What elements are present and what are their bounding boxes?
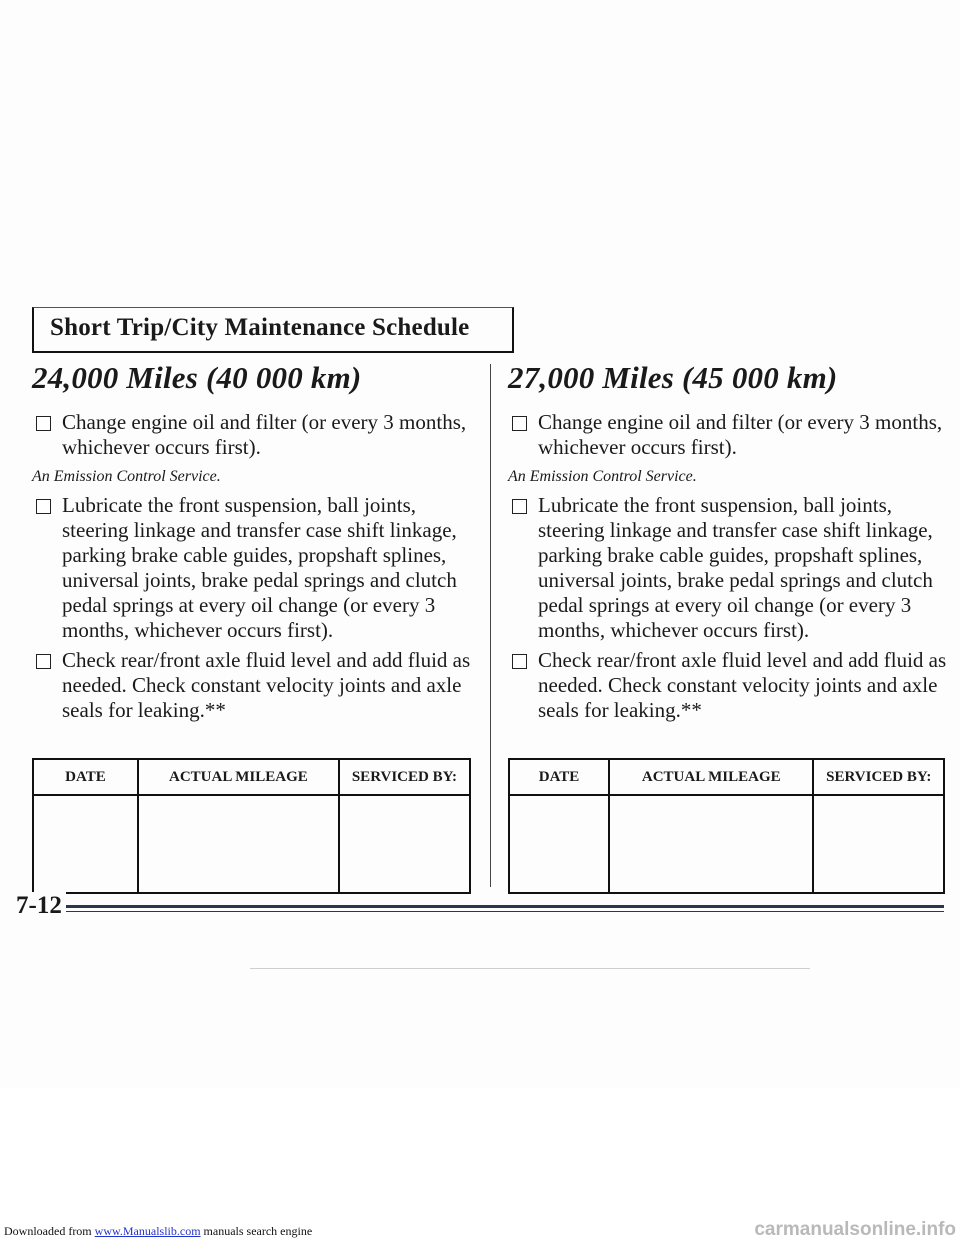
checklist [32,410,482,728]
checklist-item [32,648,482,723]
mileage-cell[interactable] [609,795,813,893]
checkbox-icon[interactable] [36,416,51,431]
page-title: Short Trip/City Maintenance Schedule [50,314,470,341]
serviced-by-cell[interactable] [813,795,944,893]
service-log-table [32,758,471,894]
section-title: 27,000 Miles (45 000 km) [508,360,838,395]
watermark: carmanualsonline.info [754,1219,956,1240]
checkbox-icon[interactable] [36,654,51,669]
item-note: An Emission Control Service. [508,468,697,485]
mileage-header: ACTUAL MILEAGE [609,759,813,795]
mileage-cell[interactable] [138,795,339,893]
item-note: An Emission Control Service. [32,468,221,485]
checklist-item [508,493,958,643]
page-number: 7-12 [16,892,66,920]
download-credit [4,1224,312,1239]
checkbox-icon[interactable] [512,654,527,669]
checkbox-icon[interactable] [512,499,527,514]
item-text: Change engine oil and filter (or every 3 months, whichever occurs first). [538,410,943,459]
checklist-item [508,648,958,723]
item-text: Lubricate the front suspension, ball joints, steering linkage and transfer case shift linkage, parking brake cable guides, propshaft splines, universal joints, brake pedal springs and clutch pedal springs at every oil change (or every 3 months, whichever occurs first). [538,493,933,642]
section-title: 24,000 Miles (40 000 km) [32,360,362,395]
service-log-table [508,758,945,894]
item-text: Check rear/front axle fluid level and add fluid as needed. Check constant velocity joints and axle seals for leaking.** [62,648,471,722]
manualslib-link[interactable]: www.Manualslib.com [94,1224,201,1238]
checkbox-icon[interactable] [512,416,527,431]
serviced-by-cell[interactable] [339,795,470,893]
checklist-item [508,410,958,489]
date-cell[interactable] [509,795,609,893]
item-text: Check rear/front axle fluid level and add fluid as needed. Check constant velocity joints and axle seals for leaking.** [538,648,947,722]
date-cell[interactable] [33,795,138,893]
checklist [508,410,958,728]
serviced-by-header: SERVICED BY: [339,759,470,795]
date-header: DATE [33,759,138,795]
checkbox-icon[interactable] [36,499,51,514]
serviced-by-header: SERVICED BY: [813,759,944,795]
footer-rule-thin [16,911,944,912]
scan-line [250,968,810,969]
item-text: Lubricate the front suspension, ball joints, steering linkage and transfer case shift linkage, parking brake cable guides, propshaft splines, universal joints, brake pedal springs and clutch pedal springs at every oil change (or every 3 months, whichever occurs first). [62,493,457,642]
mileage-header: ACTUAL MILEAGE [138,759,339,795]
date-header: DATE [509,759,609,795]
download-prefix: Downloaded from [4,1224,95,1238]
item-text: Change engine oil and filter (or every 3 months, whichever occurs first). [62,410,467,459]
footer-rule [16,905,944,908]
checklist-item [32,493,482,643]
download-suffix: manuals search engine [200,1224,313,1238]
column-divider [490,364,491,887]
checklist-item [32,410,482,489]
